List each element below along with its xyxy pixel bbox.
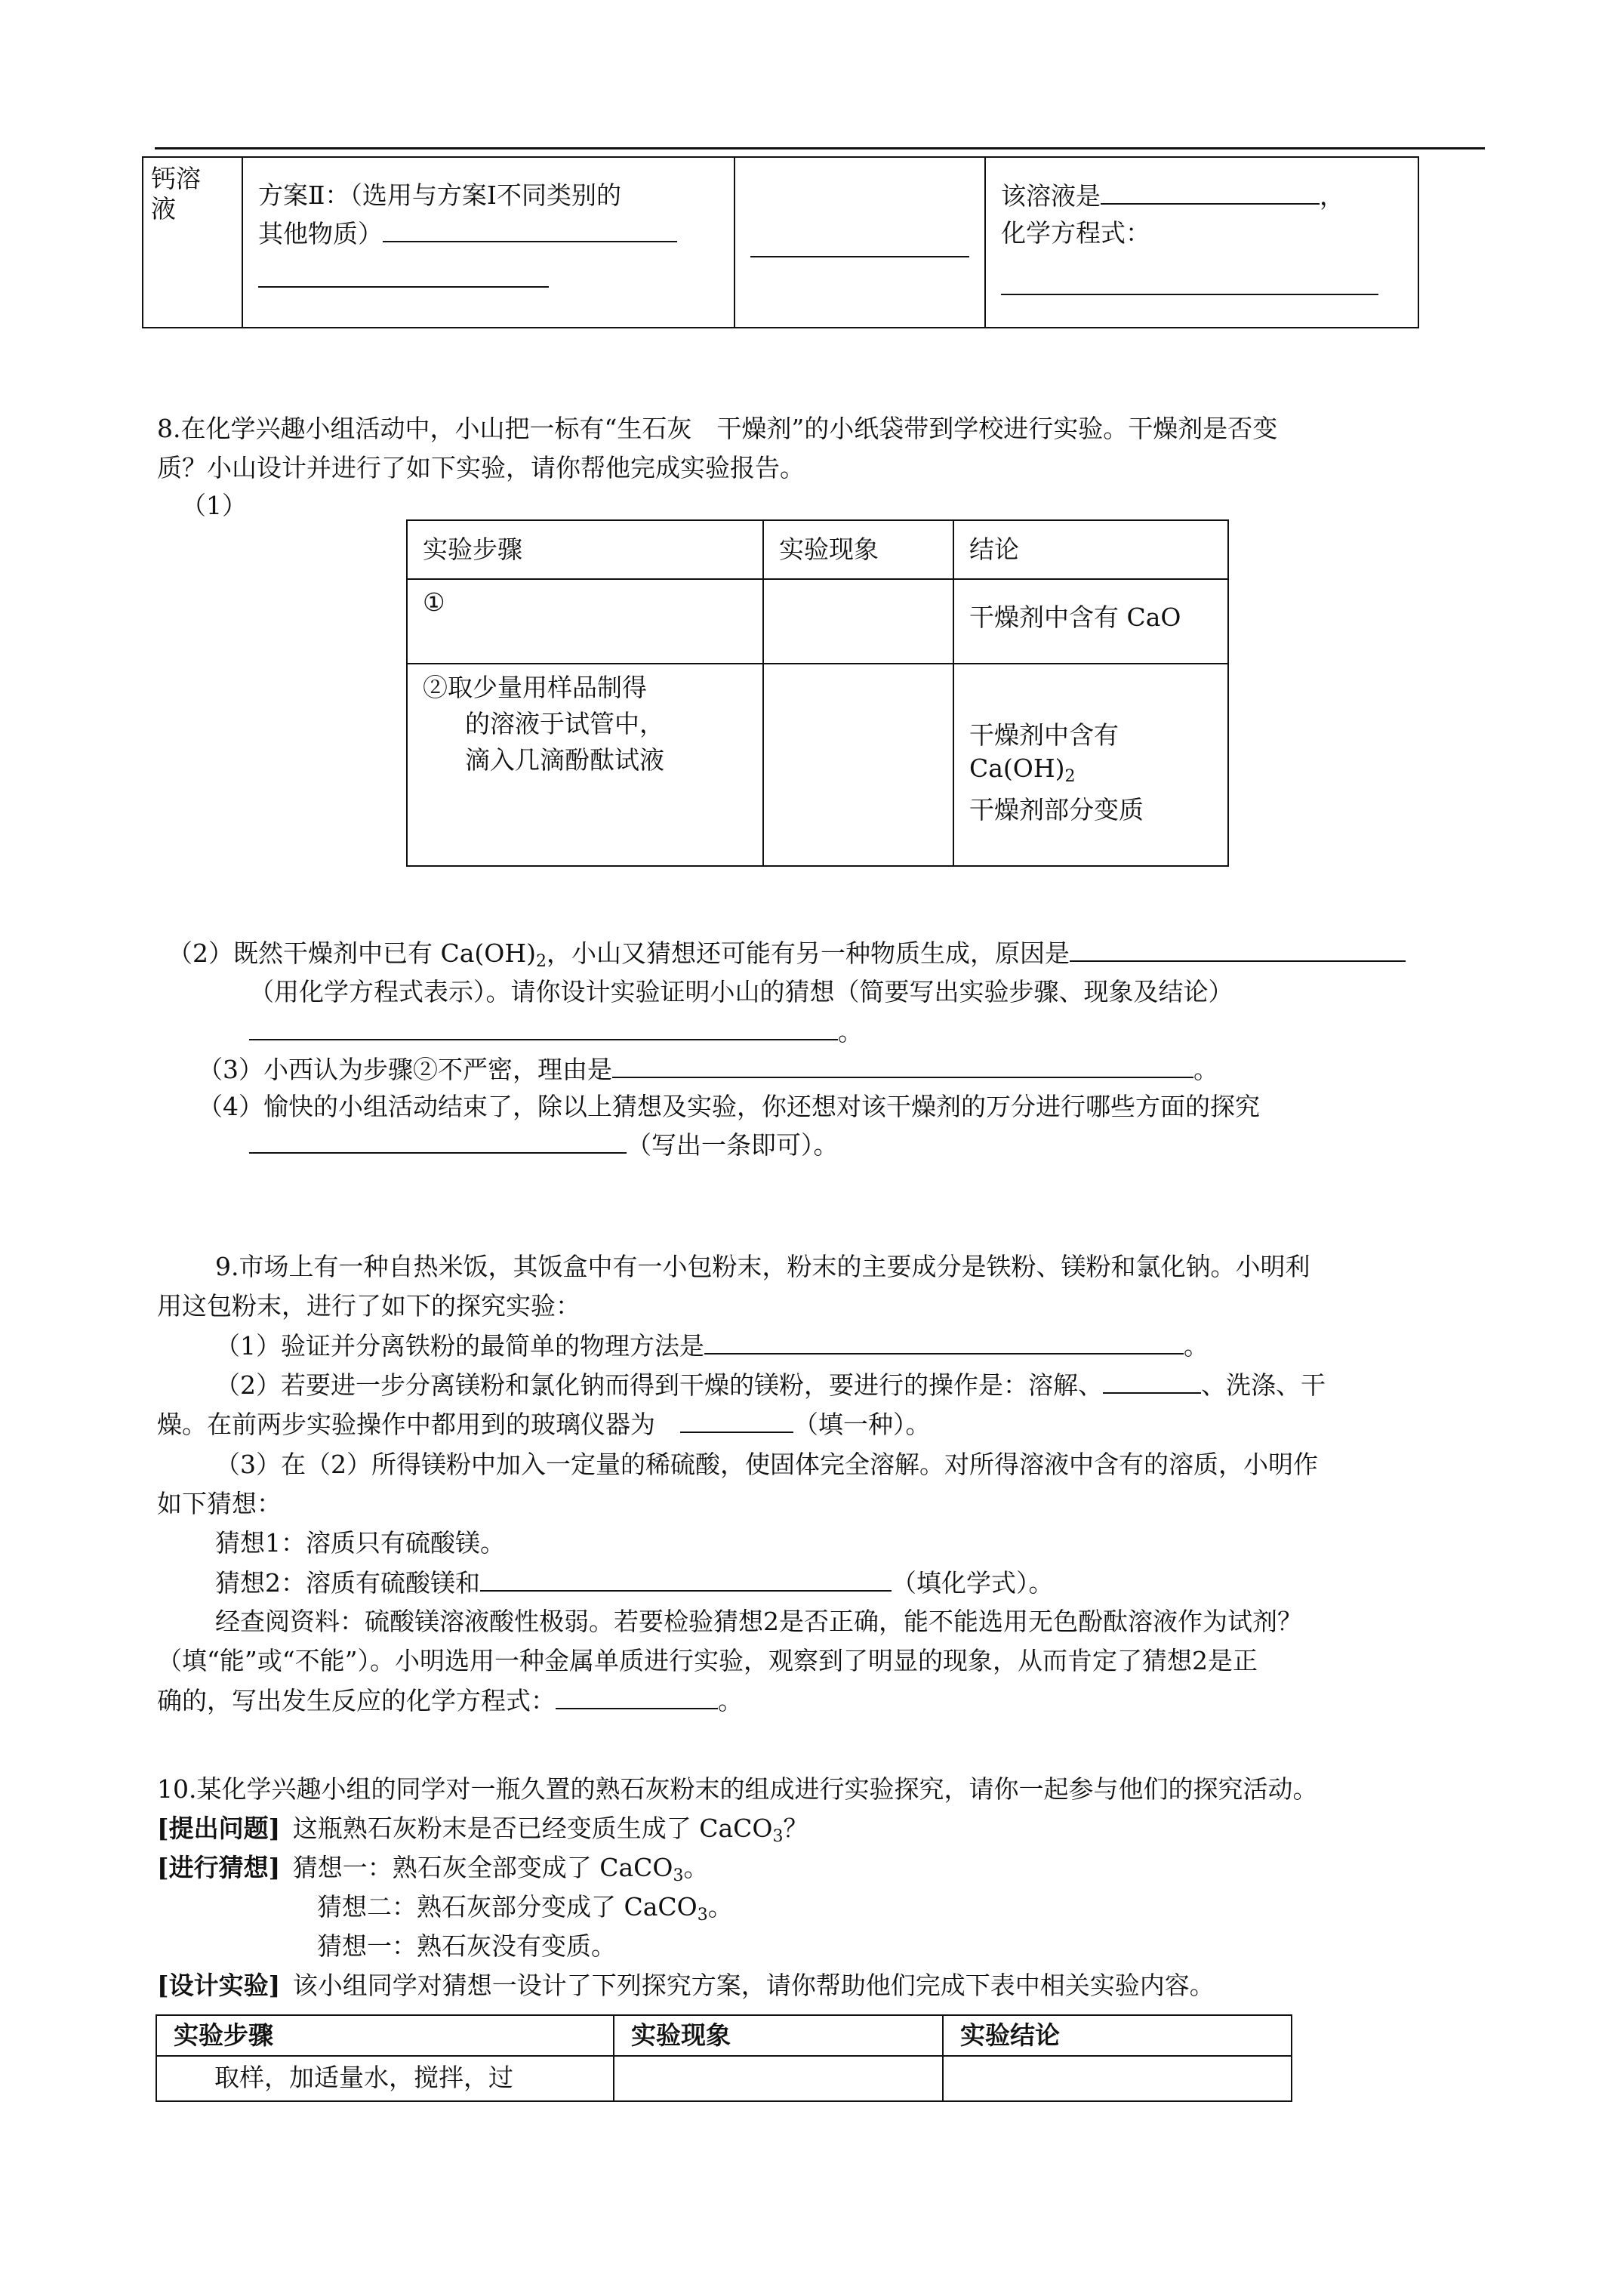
q8-intro-line2: 质？小山设计并进行了如下实验，请你帮他完成实验报告。 (157, 453, 805, 482)
q8-part4-line2: （写出一条即可）。 (249, 1130, 839, 1160)
q8-header-phenomenon: 实验现象 (763, 520, 953, 579)
top-table (142, 156, 1419, 328)
answer-blank[interactable] (249, 1130, 627, 1154)
q8-row2-step-line2: 的溶液于试管中， (465, 709, 664, 738)
q10-guess3: 猜想一：熟石灰没有变质。 (317, 1931, 616, 1961)
q8-row2-phenomenon[interactable] (763, 664, 953, 866)
answer-blank[interactable] (1103, 1370, 1201, 1394)
q10-intro: 10.某化学兴趣小组的同学对一瓶久置的熟石灰粉末的组成进行实验探究，请你一起参与他们的探究活动。 (157, 1774, 1318, 1804)
q8-part4-line1: （4）愉快的小组活动结束了，除以上猜想及实验，你还想对该干燥剂的万分进行哪些方面的探究 (198, 1092, 1260, 1121)
table-row (156, 2056, 1292, 2101)
q10-row1-phenomenon[interactable] (614, 2056, 943, 2101)
q9-part2-line2: 燥。在前两步实验操作中都用到的玻璃仪器为 （填一种）。 (157, 1410, 931, 1439)
answer-blank[interactable] (680, 1409, 793, 1433)
top-table-col3 (735, 157, 985, 328)
q8-row2-conclusion-line2: 干燥剂部分变质 (969, 795, 1144, 824)
q9-part1: （1）验证并分离铁粉的最简单的物理方法是 。 (215, 1331, 1209, 1361)
q8-part2-line1: （2）既然干燥剂中已有 $Ca(OH)_2$，小山又猜想还可能有另一种物质生成，原因是 (168, 938, 1406, 977)
answer-blank[interactable] (480, 1567, 892, 1592)
table-row (407, 664, 1228, 866)
top-table-col4 (985, 157, 1418, 328)
answer-blank[interactable] (383, 218, 677, 242)
header-rule (155, 147, 1485, 149)
table-row (143, 157, 1418, 328)
top-table-col2 (242, 157, 735, 328)
q9-info-line2: （填“能”或“不能”）。小明选用一种金属单质进行实验，观察到了明显的现象，从而肯定了猜想2是正 (157, 1646, 1258, 1675)
q8-table (406, 519, 1229, 867)
answer-blank[interactable] (258, 286, 549, 288)
q8-part1-label: （1） (181, 491, 247, 520)
answer-blank[interactable] (704, 1330, 1184, 1354)
top-table-col1: 钙溶 液 (143, 157, 242, 328)
q8-part3: （3）小西认为步骤②不严密，理由是 。 (198, 1055, 1218, 1084)
q10-ask: [提出问题] 这瓶熟石灰粉末是否已经变质生成了 CaCO$_3$？ (157, 1814, 808, 1846)
q8-row2-step (407, 664, 763, 866)
q9-part3-line2: 如下猜想： (157, 1489, 282, 1518)
q8-intro-line1: 8.在化学兴趣小组活动中，小山把一标有“生石灰 干燥剂”的小纸袋带到学校进行实验。干燥剂是否变 (157, 414, 1278, 443)
answer-blank[interactable] (750, 256, 969, 257)
solution-is: 该溶液是 ， (1001, 181, 1344, 211)
q9-intro-line2: 用这包粉末，进行了如下的探究实验： (157, 1291, 581, 1321)
q10-row1-conclusion[interactable] (943, 2056, 1292, 2101)
q8-header-conclusion: 结论 (953, 520, 1228, 579)
q10-design: [设计实验] 该小组同学对猜想一设计了下列探究方案，请你帮助他们完成下表中相关实验内容。 (157, 1971, 1215, 2000)
q9-info-line3: 确的，写出发生反应的化学方程式： 。 (157, 1686, 743, 1715)
answer-blank[interactable] (1070, 938, 1406, 962)
q8-header-step: 实验步骤 (407, 520, 763, 579)
q8-part2-line2: （用化学方程式表示）。请你设计实验证明小山的猜想（简要写出实验步骤、现象及结论） (249, 977, 1233, 1006)
q10-row1-step: 取样，加适量水，搅拌，过 (156, 2056, 614, 2101)
q10-guess1: [进行猜想] 猜想一：熟石灰全部变成了 CaCO$_3$。 (157, 1853, 709, 1885)
q9-guess1: 猜想1：溶质只有硫酸镁。 (215, 1528, 505, 1558)
q9-intro-line1: 9.市场上有一种自热米饭，其饭盒中有一小包粉末，粉末的主要成分是铁粉、镁粉和氯化钠。小明利 (215, 1252, 1310, 1281)
q8-row1-conclusion: 干燥剂中含有 CaO (953, 579, 1228, 664)
answer-blank[interactable] (249, 1016, 838, 1040)
q8-row2-conclusion (953, 664, 1228, 866)
q9-part3-line1: （3）在（2）所得镁粉中加入一定量的稀硫酸，使固体完全溶解。对所得溶液中含有的溶质，小明作 (215, 1450, 1318, 1479)
plan2-line2: 其他物质） (258, 218, 677, 249)
q10-header-phenomenon: 实验现象 (614, 2015, 943, 2056)
q10-table (156, 2014, 1292, 2102)
q9-part2-line1: （2）若要进一步分离镁粉和氯化钠而得到干燥的镁粉，要进行的操作是：溶解、 、洗涤、干 (215, 1370, 1326, 1400)
table-row (407, 520, 1228, 579)
q10-header-conclusion: 实验结论 (943, 2015, 1292, 2056)
q8-row1-step: ① (407, 579, 763, 664)
q10-guess2: 猜想二：熟石灰部分变成了 CaCO$_3$。 (317, 1892, 733, 1925)
table-row (156, 2015, 1292, 2056)
equation-label: 化学方程式： (1001, 218, 1150, 248)
answer-blank[interactable] (1001, 294, 1378, 295)
answer-blank[interactable] (556, 1685, 718, 1709)
q8-row2-step-line3: 滴入几滴酚酞试液 (465, 745, 664, 775)
q8-part2-line3: 。 (249, 1016, 863, 1047)
q8-row2-step-line1: ②取少量用样品制得 (423, 673, 647, 702)
answer-blank[interactable] (1101, 180, 1320, 205)
q10-header-step: 实验步骤 (156, 2015, 614, 2056)
q8-row1-phenomenon[interactable] (763, 579, 953, 664)
plan2-line1: 方案Ⅱ：（选用与方案Ⅰ不同类别的 (258, 180, 621, 210)
q9-guess2: 猜想2：溶质有硫酸镁和 （填化学式）。 (215, 1568, 1054, 1598)
table-row (407, 579, 1228, 664)
q8-row2-conclusion-line1: 干燥剂中含有 $Ca(OH)_2$ (969, 720, 1119, 786)
q9-info-line1: 经查阅资料：硫酸镁溶液酸性极弱。若要检验猜想2是否正确，能不能选用无色酚酞溶液作为试剂？ (215, 1607, 1302, 1636)
answer-blank[interactable] (612, 1054, 1193, 1078)
